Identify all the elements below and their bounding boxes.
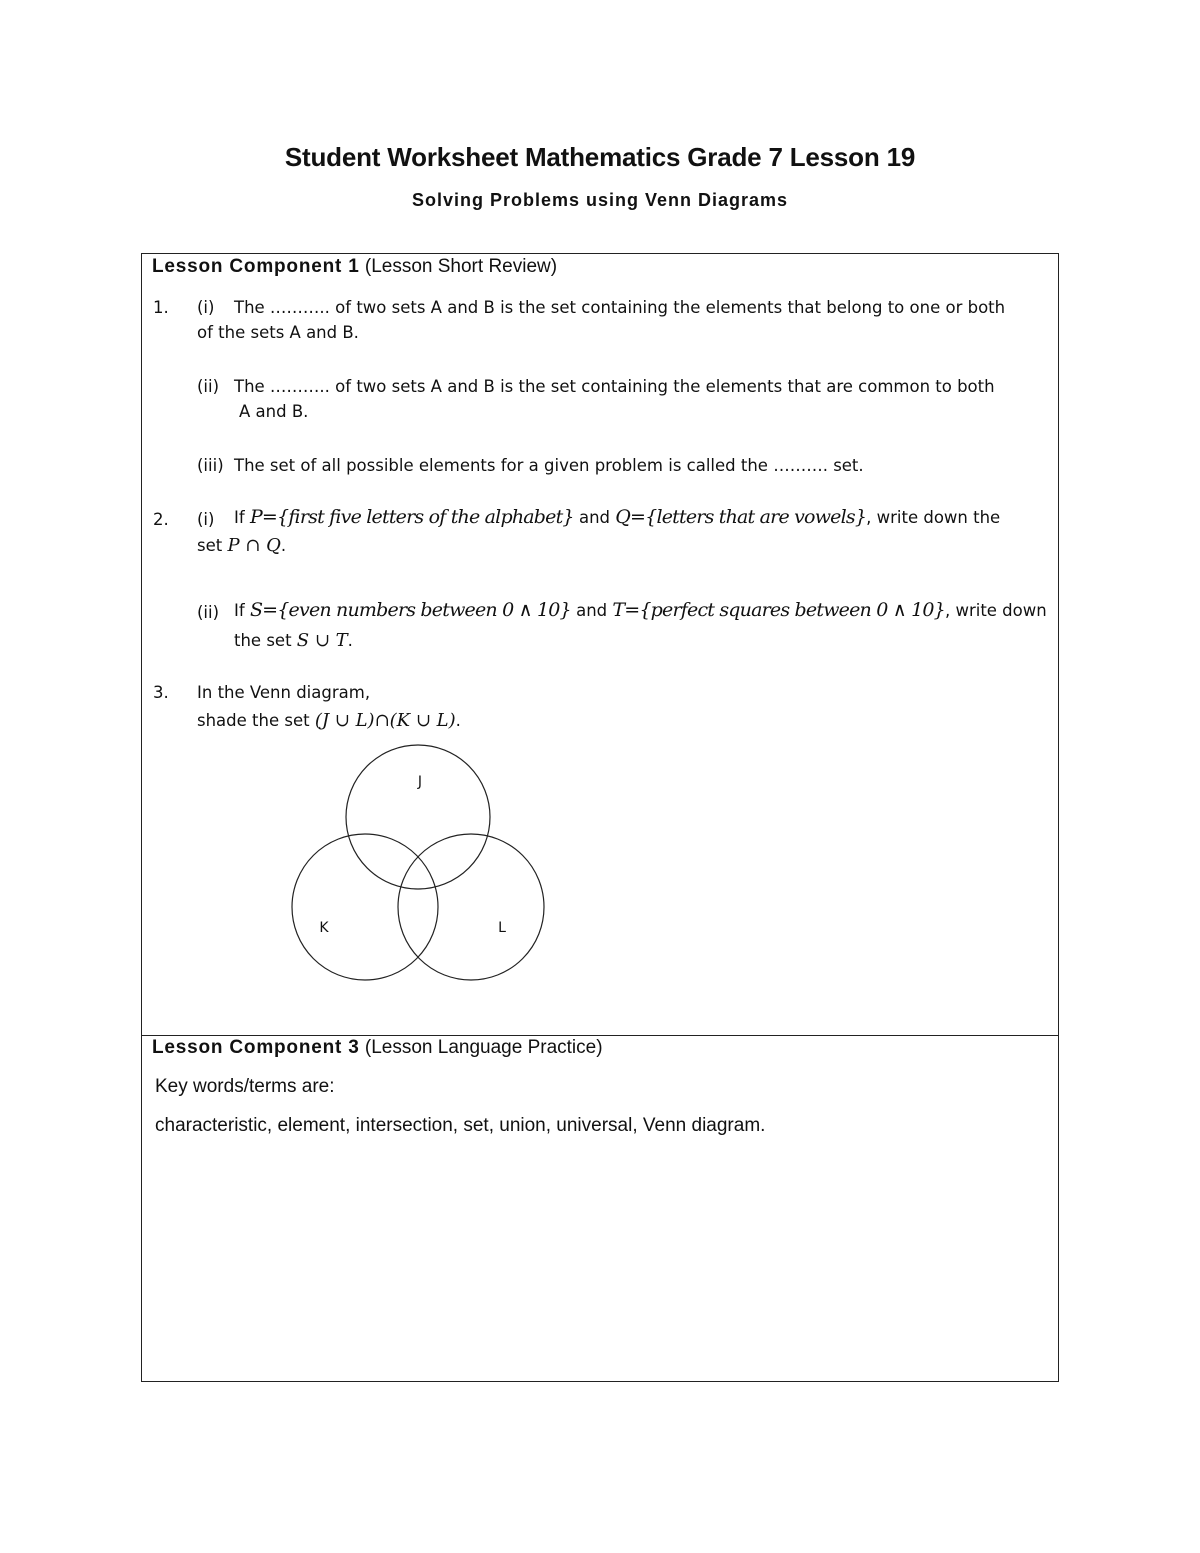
venn-circle-l — [398, 834, 544, 980]
q2-ii-tail: , write down — [944, 601, 1047, 620]
component-3-heading-bold: Lesson Component 3 — [152, 1037, 360, 1058]
venn-circle-j — [346, 745, 490, 889]
keywords-label: Key words/terms are: — [155, 1076, 335, 1097]
component-3-heading — [152, 1037, 603, 1059]
q2-i-line2-math: P ∩ Q — [227, 535, 281, 556]
page-subtitle: Solving Problems using Venn Diagrams — [411, 190, 789, 210]
q2-i-if: If — [234, 508, 245, 527]
q1-iii-label: (iii) — [197, 456, 224, 475]
q2-ii-set-s: S={even numbers between 0 ∧ 10} — [249, 599, 571, 621]
q3-line2-pre: shade the set — [197, 711, 310, 730]
q1-number: 1. — [153, 298, 169, 317]
q2-ii-and: and — [576, 601, 608, 620]
q2-number: 2. — [153, 510, 169, 529]
q2-i-set-p: P={first five letters of the alphabet} — [249, 506, 574, 528]
q2-i-line2-pre: set — [197, 536, 223, 555]
component-1-heading-rest: (Lesson Short Review) — [364, 256, 558, 277]
q2-ii-line2-post: . — [347, 631, 353, 650]
venn-label-l: L — [498, 920, 506, 936]
q2-ii-set-t: T={perfect squares between 0 ∧ 10} — [612, 599, 945, 621]
q2-i-and: and — [578, 508, 611, 527]
q1-iii-line1: The set of all possible elements for a given problem is called the ………. set. — [234, 456, 864, 475]
q3-number: 3. — [153, 683, 169, 702]
page-title: Student Worksheet Mathematics Grade 7 Lesson 19 — [284, 142, 916, 172]
keywords-list: characteristic, element, intersection, set, union, universal, Venn diagram. — [155, 1115, 766, 1136]
q2-ii-if: If — [234, 601, 245, 620]
q2-i-tail: , write down the — [866, 508, 1001, 527]
q2-i-label: (i) — [197, 510, 215, 529]
q2-ii-line2-math: S ∪ T — [296, 630, 348, 651]
q1-ii-line2: A and B. — [239, 402, 309, 421]
venn-label-j: J — [417, 774, 423, 790]
venn-label-k: K — [319, 920, 329, 936]
q1-ii-line1: The ……….. of two sets A and B is the set containing the elements that are common to both — [234, 377, 995, 396]
q3-line2-math: (J ∪ L)∩(K ∪ L) — [314, 710, 456, 731]
q1-ii-label: (ii) — [197, 377, 220, 396]
component-1-heading-bold: Lesson Component 1 — [152, 256, 360, 277]
q2-ii-line2-pre: the set — [234, 631, 292, 650]
q2-ii-label: (ii) — [197, 603, 220, 622]
venn-circle-k — [292, 834, 438, 980]
q1-i-line1: The ……….. of two sets A and B is the set containing the elements that belong to one or both — [234, 298, 1006, 317]
q2-i-set-q: Q={letters that are vowels} — [615, 506, 867, 528]
component-3-heading-rest: (Lesson Language Practice) — [364, 1037, 603, 1058]
q1-i-line2: of the sets A and B. — [197, 323, 359, 342]
q3-line1: In the Venn diagram, — [197, 683, 371, 702]
q1-i-label: (i) — [197, 298, 215, 317]
q3-line2-post: . — [455, 711, 461, 730]
q2-i-line2-post: . — [280, 536, 287, 555]
